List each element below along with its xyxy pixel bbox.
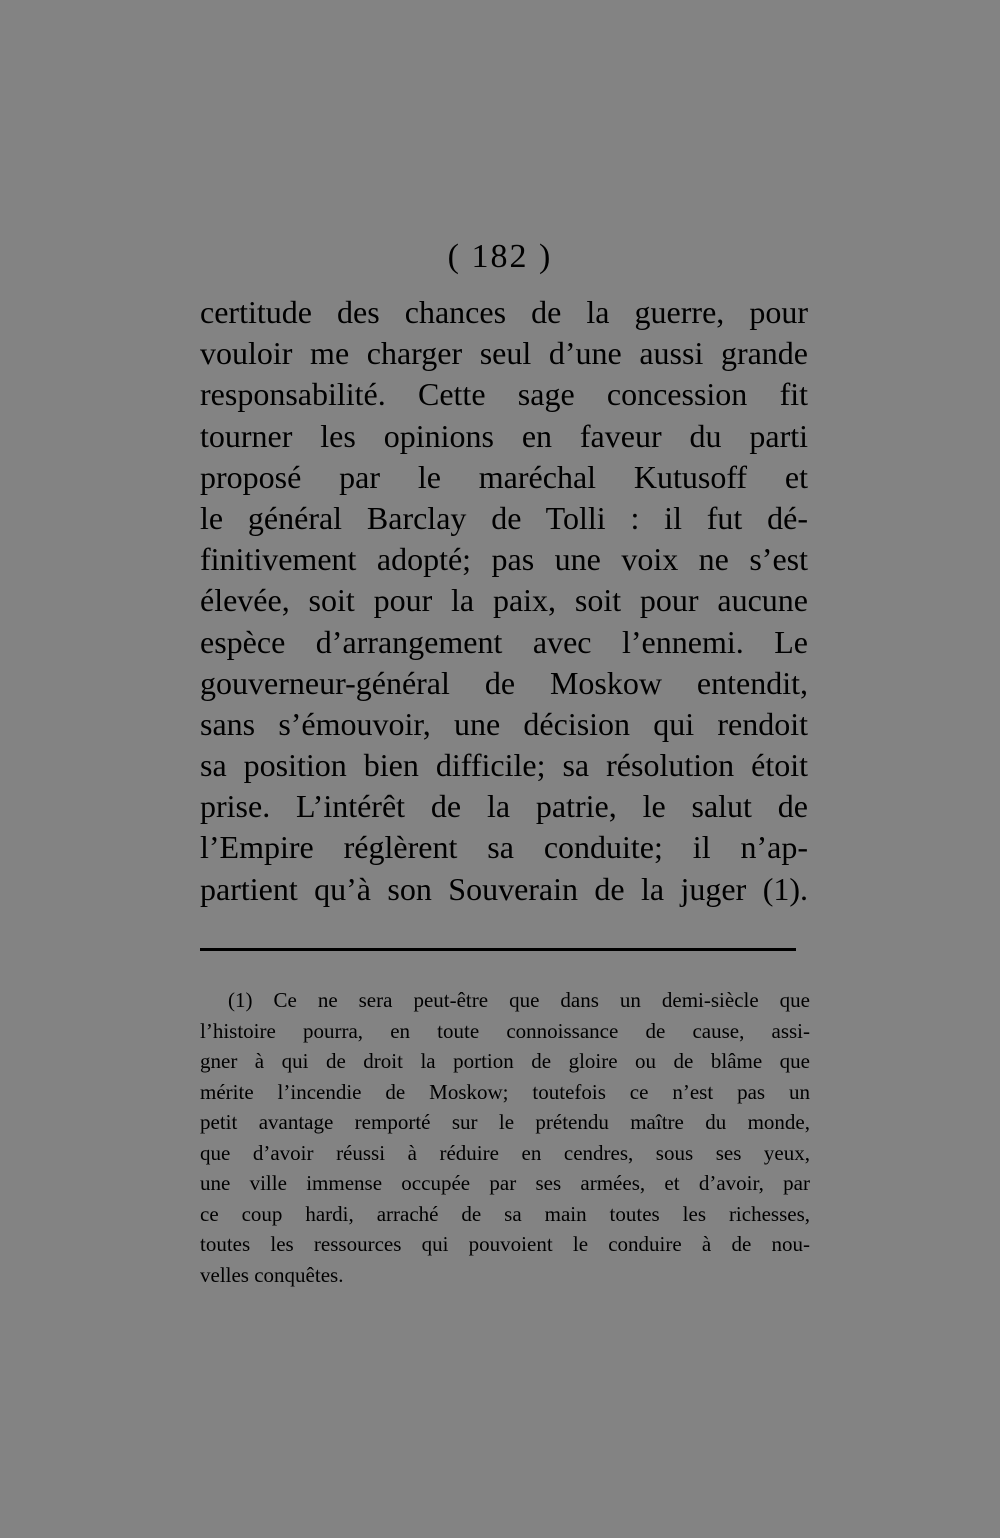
footnote-line: l’histoire pourra, en toute connoissance de cause, assi- [200,1018,810,1043]
footnote-line: que d’avoir réussi à réduire en cendres, sous ses yeux, [200,1140,810,1165]
text-line: finitivement adopté; pas une voix ne s’est [200,541,808,578]
footnote-line: gner à qui de droit la portion de gloire ou de blâme que [200,1049,810,1073]
text-line: vouloir me charger seul d’une aussi grande [200,335,808,372]
footnote-line: petit avantage remporté sur le prétendu maître du monde, [200,1110,810,1134]
footnote-line: une ville immense occupée par ses armées, et d’avoir, par [200,1171,810,1195]
text-line: prise. L’intérêt de la patrie, le salut de [200,788,808,825]
text-line: responsabilité. Cette sage concession fit [200,376,808,413]
footnote-line: toutes les ressources qui pouvoient le conduire à de nou- [200,1232,810,1256]
main-text [200,292,808,910]
text-line: sa position bien difficile; sa résolution étoit [200,747,808,784]
text-line: élevée, soit pour la paix, soit pour aucune [200,582,808,619]
text-line: l’Empire réglèrent sa conduite; il n’ap- [200,829,808,866]
text-line: le général Barclay de Tolli : il fut dé- [200,499,808,536]
text-line: proposé par le maréchal Kutusoff et [200,458,808,495]
text-line: partient qu’à son Souverain de la juger (1). [200,870,808,907]
text-line: certitude des chances de la guerre, pour [200,294,808,330]
text-line: gouverneur-général de Moskow entendit, [200,664,808,701]
footnote-line: (1) Ce ne sera peut-être que dans un demi-siècle que [228,988,810,1012]
footnote-separator-rule [200,948,796,951]
footnote-line: velles conquêtes. [200,1262,344,1287]
page-number: ( 182 ) [447,238,553,275]
text-line: espèce d’arrangement avec l’ennemi. Le [200,623,808,660]
text-line: tourner les opinions en faveur du parti [200,417,808,454]
text-line: sans s’émouvoir, une décision qui rendoit [200,705,808,742]
footnote-line: ce coup hardi, arraché de sa main toutes les richesses, [200,1201,810,1226]
footnote-line: mérite l’incendie de Moskow; toutefois ce n’est pas un [200,1079,810,1104]
footnote [200,985,810,1290]
